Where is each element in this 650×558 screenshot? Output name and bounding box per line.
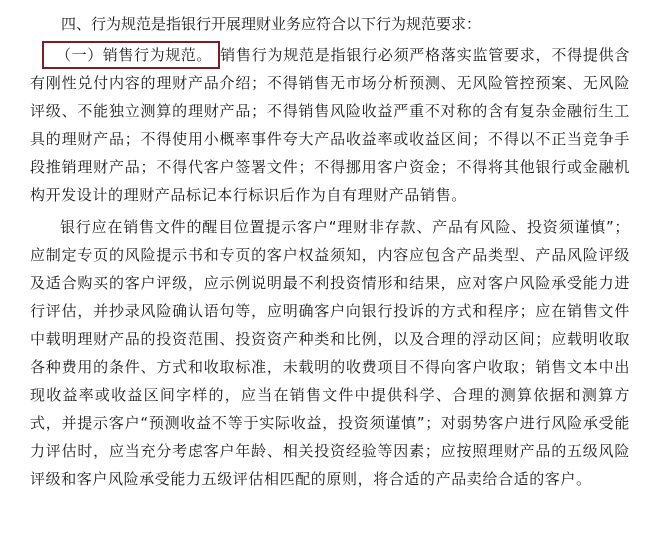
highlighted-section-label: （一）销售行为规范。 — [42, 41, 220, 69]
paragraph-risk-disclosure: 银行应在销售文件的醒目位置提示客户“理财非存款、产品有风险、投资须谨慎”；应制定专页的风险提示书和专页的客户权益须知，内容应包含产品类型、产品风险评级及适合购买的客户评级，应示例说明最不利投资情形和结果，应对客户风险承受能力进行评估，并抄录风险确认语句等，应明确客户向银行投诉的方式和程序；应在销售文件中载明理财产品的投资范围、投资资产种类和比例，以及合理的浮动区间；应载明收取各种费用的条件、方式和收取标准，未载明的收费项目不得向客户收取；销售文本中出现收益率或收益区间字样的，应当在销售文件中提供科学、合理的测算依据和测算方式，并提示客户“预测收益不等于实际收益，投资须谨慎”；对弱势客户进行风险承受能力评估时，应当充分考虑客户年龄、相关投资经验等因素；应按照理财产品的五级风险评级和客户风险承受能力五级评估相匹配的原则，将合适的产品卖给合适的客户。 — [30, 218, 630, 488]
paragraph-body: 销售行为规范是指银行必须严格落实监管要求，不得提供含有刚性兑付内容的理财产品介绍；不得销售无市场分析预测、无风险管控预案、无风险评级、不能独立测算的理财产品；不得销售风险收益严重不对称的含有复杂金融衍生工具的理财产品；不得使用小概率事件夸大产品收益率或收益区间；不得以不正当竞争手段推销理财产品；不得代客户签署文件；不得挪用客户资金；不得将其他银行或金融机构开发设计的理财产品标记本行标识后作为自有理财产品销售。 — [30, 46, 630, 204]
paragraph-sales-conduct — [30, 41, 630, 209]
section-heading: 四、行为规范是指银行开展理财业务应符合以下行为规范要求： — [61, 15, 482, 33]
